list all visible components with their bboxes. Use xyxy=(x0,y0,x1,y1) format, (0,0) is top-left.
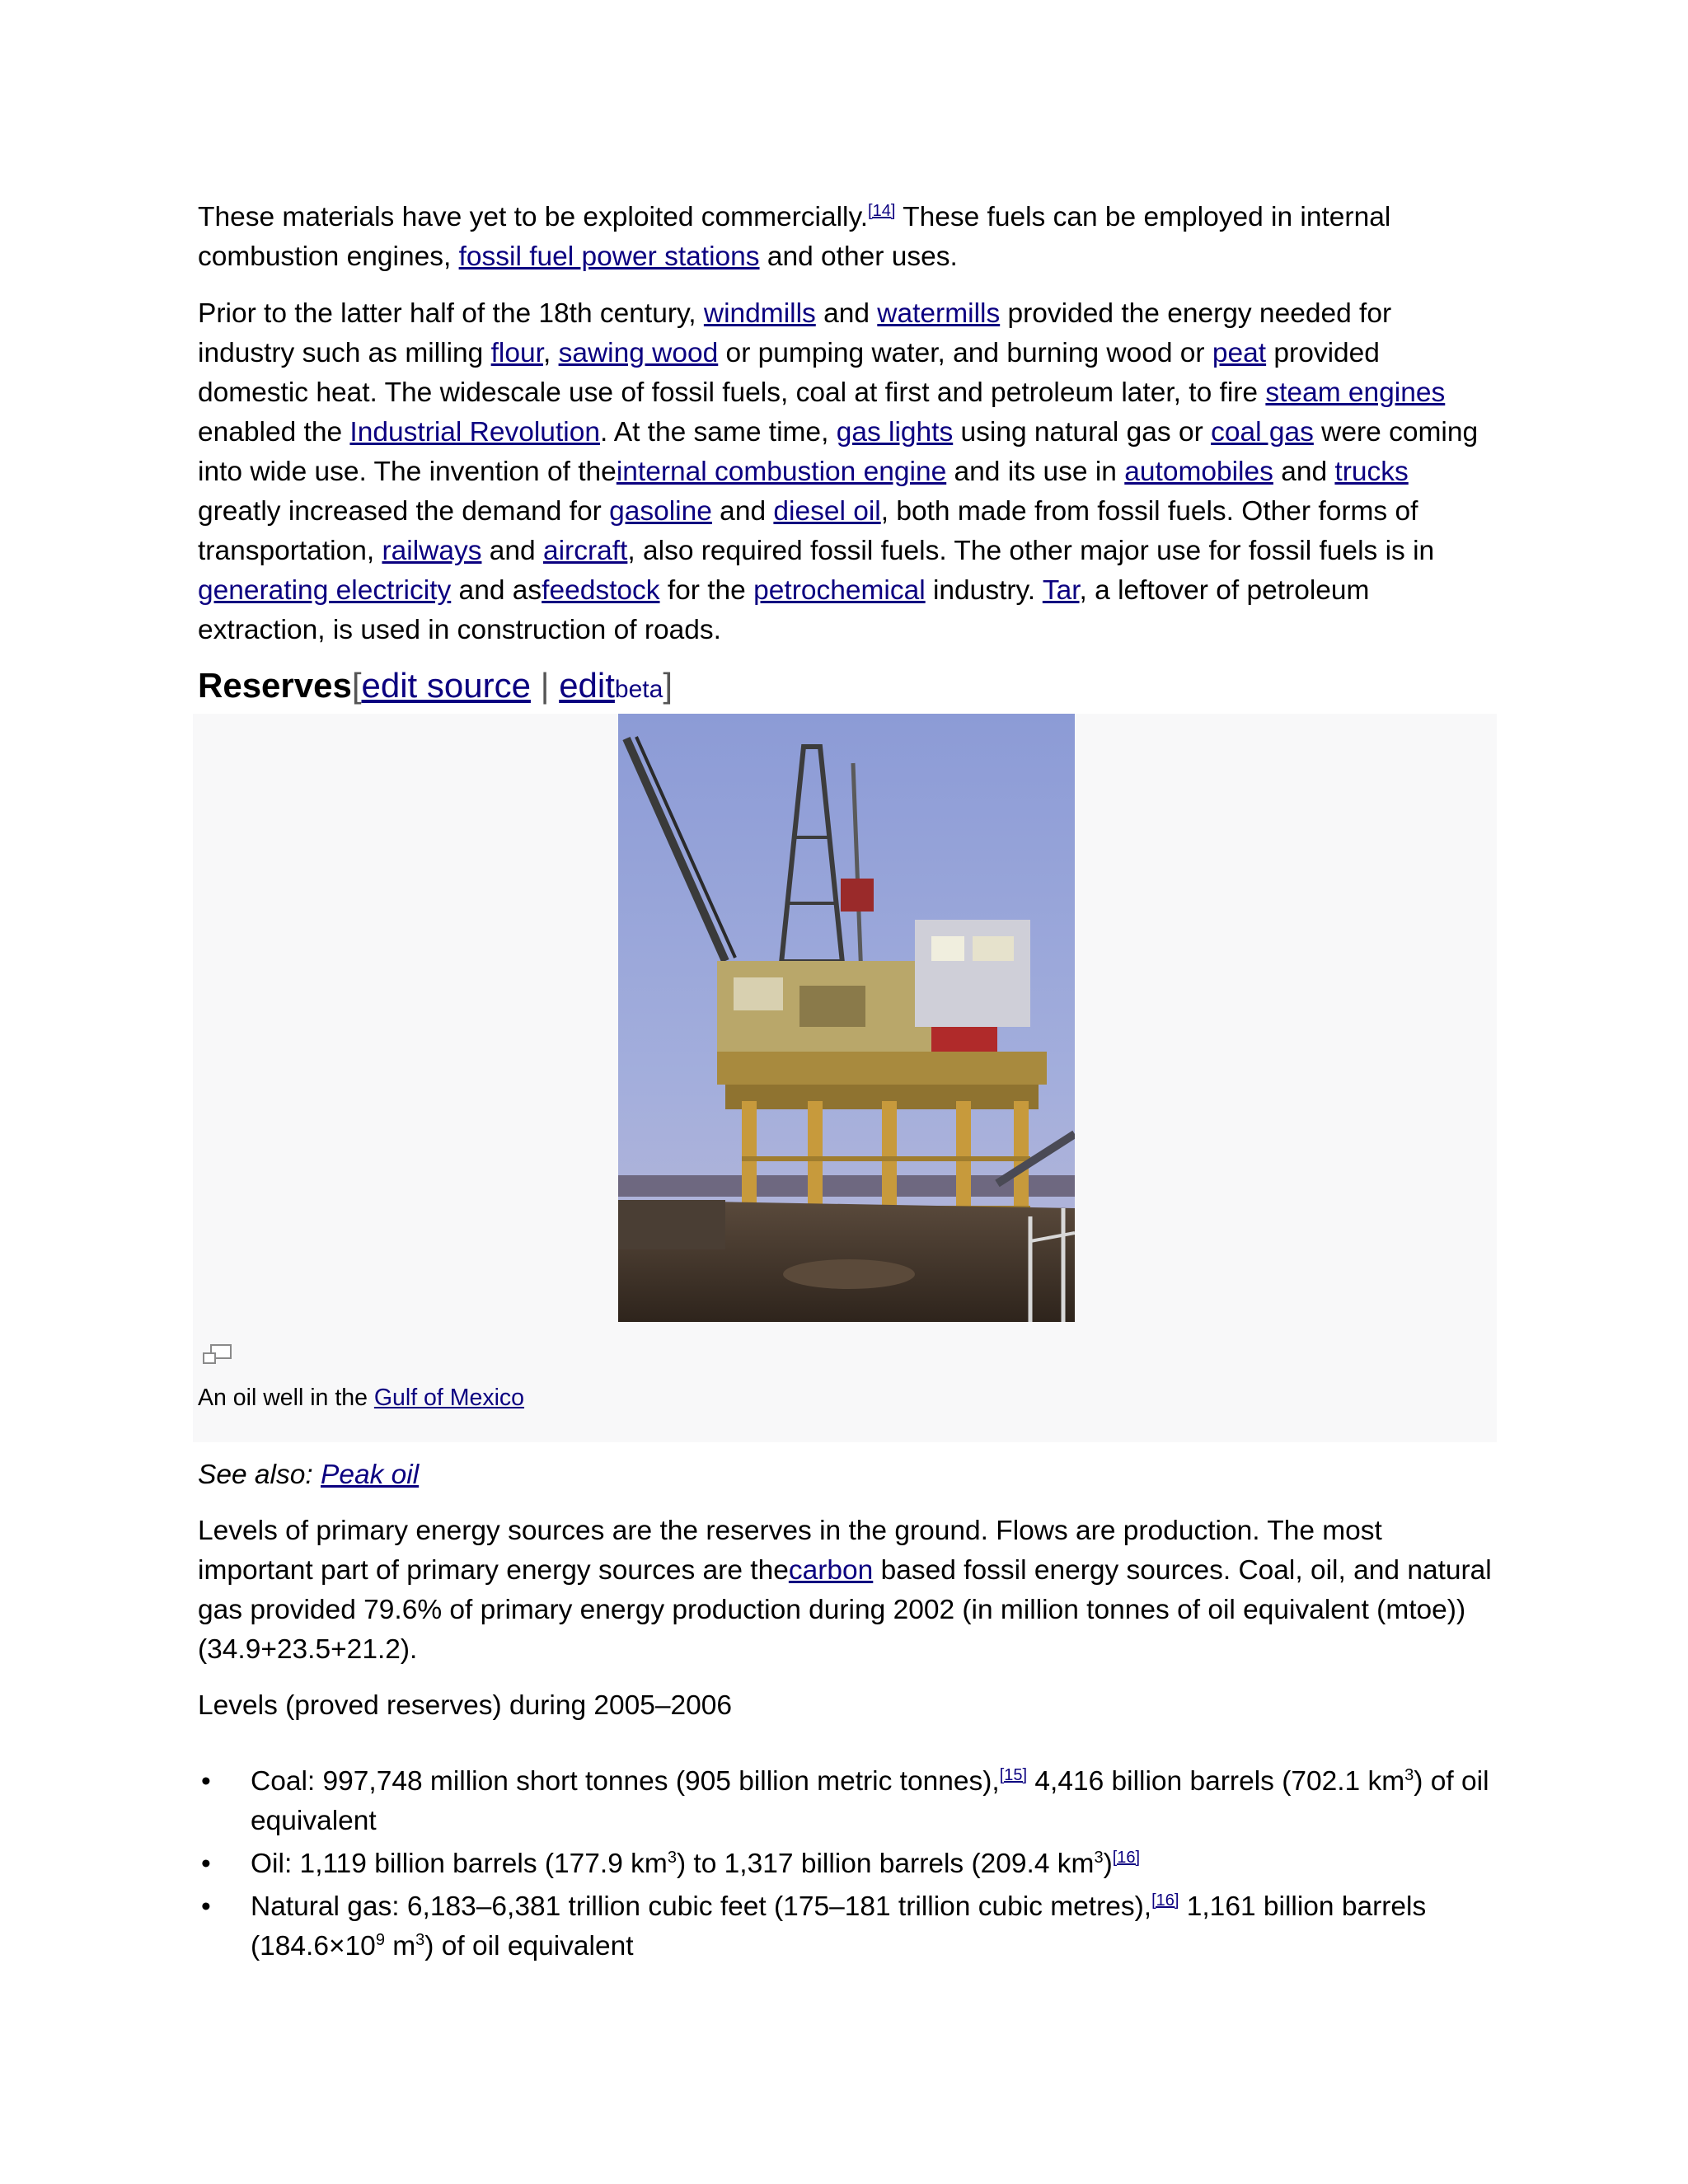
text: and xyxy=(711,496,774,527)
caption-text: An oil well in the xyxy=(198,1385,374,1411)
text: , both made from fossil fuels. Other forms of transportation, xyxy=(198,496,1418,566)
text: provided the energy needed for industry such as milling xyxy=(198,298,1392,368)
text: using natural gas or xyxy=(953,417,1212,448)
text: ) xyxy=(1103,1849,1113,1879)
intro-text: These fuels can be employed in internal combustion engines, xyxy=(198,202,1391,272)
link-generating-electricity[interactable]: generating electricity xyxy=(198,575,452,606)
text: 1,161 billion barrels (184.6×10 xyxy=(251,1891,1427,1961)
text: Levels of primary energy sources are the reserves in the ground. Flows are production. The most important part of primary energy sources are the xyxy=(198,1516,1382,1586)
link-industrial-revolution[interactable]: Industrial Revolution xyxy=(349,417,600,448)
edit-section-links xyxy=(352,666,673,705)
link-tar[interactable]: Tar xyxy=(1042,575,1080,606)
link-diesel-oil[interactable]: diesel oil xyxy=(773,496,881,527)
separator: | xyxy=(530,666,560,705)
text: Natural gas: 6,183–6,381 trillion cubic feet (175–181 trillion cubic metres), xyxy=(251,1891,1152,1922)
figure-caption xyxy=(198,1383,524,1413)
link-aircraft[interactable]: aircraft xyxy=(542,536,628,566)
link-feedstock[interactable]: feedstock xyxy=(542,575,660,606)
section-title: Reserves xyxy=(198,666,352,705)
text: and its use in xyxy=(946,457,1125,487)
text: enabled the xyxy=(198,417,350,448)
link-peak-oil[interactable]: Peak oil xyxy=(320,1460,420,1490)
link-trucks[interactable]: trucks xyxy=(1334,457,1409,487)
link-watermills[interactable]: watermills xyxy=(877,298,1001,329)
citation-link[interactable]: [14] xyxy=(868,201,896,220)
citation-14[interactable] xyxy=(868,202,895,220)
text: , xyxy=(542,338,559,368)
intro-paragraph xyxy=(198,198,1492,277)
link-sawing-wood[interactable]: sawing wood xyxy=(558,338,719,368)
beta-label: beta xyxy=(614,676,663,703)
history-paragraph xyxy=(198,294,1492,650)
see-also-note xyxy=(198,1455,1492,1495)
text: Coal: 997,748 million short tonnes (905 billion metric tonnes), xyxy=(251,1766,1000,1797)
article-content xyxy=(198,198,1492,1970)
superscript: 9 xyxy=(375,1930,385,1949)
reserves-list xyxy=(198,1762,1492,1966)
intro-text: and other uses. xyxy=(759,241,958,272)
bracket: [ xyxy=(351,666,362,705)
text: provided domestic heat. The widescale use of fossil fuels, coal at first and petroleum later, to fire xyxy=(198,338,1380,408)
magnify-clip-icon[interactable] xyxy=(201,1343,234,1366)
bullet: • xyxy=(201,1849,211,1879)
link-internal-combustion-engine[interactable]: internal combustion engine xyxy=(616,457,947,487)
edit-link[interactable]: edit xyxy=(559,666,615,705)
see-also-label: See also: xyxy=(198,1460,321,1490)
text: ) to 1,317 billion barrels (209.4 km xyxy=(676,1849,1095,1879)
text: , a leftover of petroleum extraction, is used in construction of roads. xyxy=(198,575,1370,645)
citation-16[interactable] xyxy=(1151,1891,1179,1910)
text: greatly increased the demand for xyxy=(198,496,610,527)
citation-16[interactable] xyxy=(1113,1849,1140,1867)
link-steam-engines[interactable]: steam engines xyxy=(1265,377,1446,408)
list-item-oil xyxy=(198,1844,1492,1884)
text: Oil: 1,119 billion barrels (177.9 km xyxy=(251,1849,668,1879)
text: for the xyxy=(659,575,754,606)
text: and as xyxy=(451,575,542,606)
link-gulf-of-mexico[interactable]: Gulf of Mexico xyxy=(373,1385,525,1411)
link-fossil-fuel-power-stations[interactable]: fossil fuel power stations xyxy=(458,241,760,272)
text: ) of oil equivalent xyxy=(251,1766,1489,1836)
bullet: • xyxy=(201,1766,211,1797)
citation-link[interactable]: [16] xyxy=(1112,1848,1141,1867)
superscript: 3 xyxy=(667,1848,677,1867)
list-item-natural-gas xyxy=(198,1887,1492,1966)
text: and xyxy=(481,536,543,566)
text: m xyxy=(384,1931,416,1961)
link-peat[interactable]: peat xyxy=(1212,338,1267,368)
citation-link[interactable]: [15] xyxy=(999,1765,1028,1784)
intro-text: These materials have yet to be exploited commercially. xyxy=(198,202,869,232)
text: or pumping water, and burning wood or xyxy=(718,338,1212,368)
link-automobiles[interactable]: automobiles xyxy=(1124,457,1273,487)
link-gas-lights[interactable]: gas lights xyxy=(836,417,954,448)
link-railways[interactable]: railways xyxy=(382,536,482,566)
list-item-coal xyxy=(198,1762,1492,1841)
proved-reserves-heading: Levels (proved reserves) during 2005–2006 xyxy=(198,1690,733,1721)
bracket: ] xyxy=(663,666,673,705)
text: , also required fossil fuels. The other major use for fossil fuels is in xyxy=(627,536,1435,566)
link-gasoline[interactable]: gasoline xyxy=(609,496,712,527)
text: industry. xyxy=(925,575,1043,606)
superscript: 3 xyxy=(1094,1848,1104,1867)
bullet: • xyxy=(201,1891,211,1922)
link-windmills[interactable]: windmills xyxy=(703,298,816,329)
citation-link[interactable]: [16] xyxy=(1151,1891,1179,1910)
link-flour[interactable]: flour xyxy=(490,338,543,368)
oil-platform-photo[interactable] xyxy=(618,714,1075,1322)
levels-paragraph xyxy=(198,1511,1492,1670)
superscript: 3 xyxy=(415,1930,425,1949)
text: were coming into wide use. The invention of the xyxy=(198,417,1479,487)
text: 4,416 billion barrels (702.1 km xyxy=(1027,1766,1405,1797)
text: and xyxy=(1273,457,1335,487)
text: . At the same time, xyxy=(599,417,837,448)
link-coal-gas[interactable]: coal gas xyxy=(1211,417,1314,448)
citation-15[interactable] xyxy=(1000,1766,1027,1784)
section-heading-reserves xyxy=(198,662,1492,714)
superscript: 3 xyxy=(1404,1765,1414,1784)
text: and xyxy=(815,298,878,329)
thumbnail-figure xyxy=(193,714,1497,1442)
link-carbon[interactable]: carbon xyxy=(788,1555,874,1586)
link-petrochemical[interactable]: petrochemical xyxy=(753,575,926,606)
text: ) of oil equivalent xyxy=(424,1931,634,1961)
text: based fossil energy sources. Coal, oil, and natural gas provided 79.6% of primary energy production during 2002 (in million tonnes of oil equivalent (mtoe)) (34.9+23.5+21.2). xyxy=(198,1555,1492,1665)
text: Prior to the latter half of the 18th century, xyxy=(198,298,704,329)
edit-source-link[interactable]: edit source xyxy=(361,666,531,705)
